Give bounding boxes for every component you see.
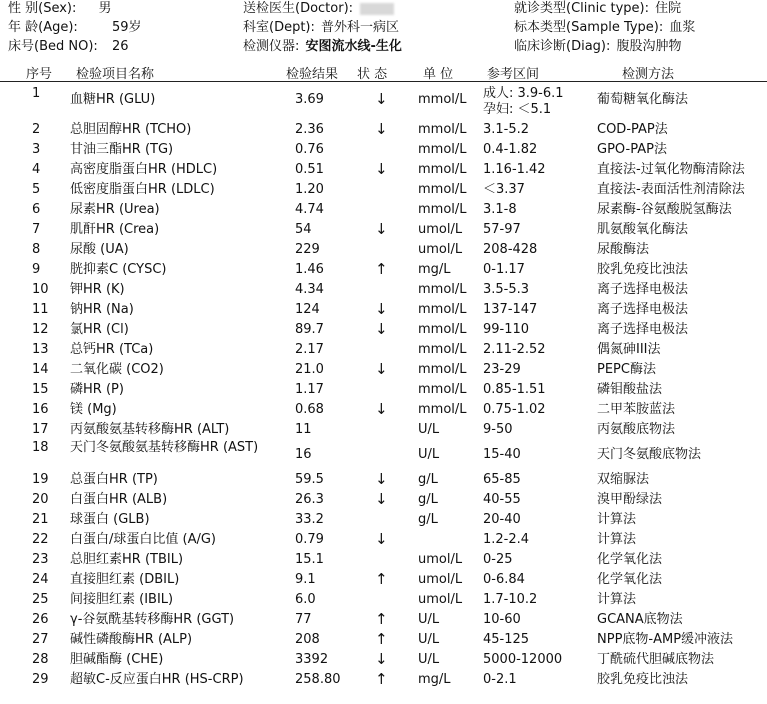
row-number: 4: [32, 162, 41, 177]
reference-range-line2: 孕妇: ＜5.1: [483, 102, 552, 117]
result-value: 11: [295, 422, 312, 437]
test-method: 胶乳免疫比浊法: [597, 262, 689, 277]
item-name: 钾HR (K): [70, 282, 125, 297]
row-number: 2: [32, 122, 41, 137]
item-name: 尿素HR (Urea): [70, 202, 160, 217]
result-value: 77: [295, 612, 312, 627]
row-number: 7: [32, 222, 41, 237]
result-value: 33.2: [295, 512, 324, 527]
reference-range: 99-110: [483, 322, 530, 337]
test-method: 丁酰硫代胆碱底物法: [597, 652, 715, 667]
test-method: COD-PAP法: [597, 122, 668, 137]
item-name: 尿酸 (UA): [70, 242, 129, 257]
unit: mmol/L: [418, 182, 467, 197]
item-name: 总胆固醇HR (TCHO): [70, 122, 192, 137]
row-number: 9: [32, 262, 41, 277]
reference-range: 0.75-1.02: [483, 402, 546, 417]
test-method: 尿酸酶法: [597, 242, 650, 257]
bed-value: 26: [111, 39, 129, 54]
column-header-row: [0, 61, 767, 82]
test-method: NPP底物-AMP缓冲液法: [597, 632, 734, 647]
reference-range: 20-40: [483, 512, 521, 527]
item-name: 肌酐HR (Crea): [70, 222, 160, 237]
unit: mg/L: [418, 262, 451, 277]
unit: mg/L: [418, 672, 451, 687]
unit: mmol/L: [418, 92, 467, 107]
dept-field: [243, 20, 399, 36]
reference-range: 23-29: [483, 362, 521, 377]
test-method: 二甲苯胺蓝法: [597, 402, 676, 417]
status-flag: ↓: [375, 120, 388, 138]
test-method: 胶乳免疫比浊法: [597, 672, 689, 687]
status-flag: ↓: [375, 360, 388, 378]
status-flag: ↑: [375, 260, 388, 278]
row-number: 3: [32, 142, 41, 157]
unit: mmol/L: [418, 382, 467, 397]
instrument-label: 检测仪器:: [243, 39, 300, 54]
item-name: 高密度脂蛋白HR (HDLC): [70, 162, 218, 177]
table-row: [0, 280, 767, 300]
reference-range: 3.5-5.3: [483, 282, 530, 297]
result-value: 0.76: [295, 142, 324, 157]
row-number: 12: [32, 322, 49, 337]
redacted-doctor-name: [360, 3, 394, 15]
result-value: 59.5: [295, 472, 324, 487]
unit: mmol/L: [418, 342, 467, 357]
sample-type-field: [514, 20, 695, 36]
result-value: 4.74: [295, 202, 324, 217]
col-name: 检验项目名称: [76, 67, 155, 82]
status-flag: ↓: [375, 470, 388, 488]
table-row: [0, 120, 767, 140]
diagnosis-label: 临床诊断(Diag):: [514, 39, 611, 54]
status-flag: ↓: [375, 90, 388, 108]
item-name: 丙氨酸氨基转移酶HR (ALT): [70, 422, 230, 437]
bed-field: [8, 39, 128, 55]
reference-range: 0-1.17: [483, 262, 525, 277]
status-flag: ↓: [375, 320, 388, 338]
reference-range: 9-50: [483, 422, 513, 437]
item-name: 低密度脂蛋白HR (LDLC): [70, 182, 215, 197]
reference-range: 1.2-2.4: [483, 532, 530, 547]
unit: g/L: [418, 492, 438, 507]
unit: mmol/L: [418, 142, 467, 157]
table-row: [0, 86, 767, 120]
result-value: 89.7: [295, 322, 324, 337]
sex-field: [8, 1, 112, 17]
reference-range: 3.1-5.2: [483, 122, 530, 137]
test-method: 丙氨酸底物法: [597, 422, 676, 437]
reference-range: 57-97: [483, 222, 521, 237]
row-number: 10: [32, 282, 49, 297]
row-number: 27: [32, 632, 49, 647]
result-value: 54: [295, 222, 312, 237]
test-method: 肌氨酸氧化酶法: [597, 222, 689, 237]
table-row: [0, 160, 767, 180]
item-name: 间接胆红素 (IBIL): [70, 592, 174, 607]
test-method: 直接法-表面活性剂清除法: [597, 182, 745, 197]
col-no: 序号: [26, 67, 53, 82]
table-row: [0, 180, 767, 200]
table-row: [0, 490, 767, 510]
item-name: 总蛋白HR (TP): [70, 472, 158, 487]
test-method: GCANA底物法: [597, 612, 683, 627]
table-row: [0, 550, 767, 570]
item-name: 氯HR (Cl): [70, 322, 129, 337]
reference-range: 3.1-8: [483, 202, 517, 217]
unit: mmol/L: [418, 162, 467, 177]
result-value: 6.0: [295, 592, 316, 607]
unit: U/L: [418, 422, 440, 437]
table-row: [0, 140, 767, 160]
col-ref: 参考区间: [487, 67, 540, 82]
unit: U/L: [418, 652, 440, 667]
result-value: 0.79: [295, 532, 324, 547]
unit: mmol/L: [418, 202, 467, 217]
test-method: 偶氮砷III法: [597, 342, 661, 357]
test-method: 天门冬氨酸底物法: [597, 447, 702, 462]
clinic-type-label: 就诊类型(Clinic type):: [514, 1, 649, 16]
row-number: 19: [32, 472, 49, 487]
test-method: 直接法-过氧化物酶清除法: [597, 162, 745, 177]
table-row: [0, 630, 767, 650]
result-value: 1.17: [295, 382, 324, 397]
table-row: [0, 340, 767, 360]
test-method: PEPC酶法: [597, 362, 656, 377]
reference-range: 208-428: [483, 242, 538, 257]
table-row: [0, 200, 767, 220]
reference-range: 0.4-1.82: [483, 142, 538, 157]
reference-range: 10-60: [483, 612, 521, 627]
unit: g/L: [418, 472, 438, 487]
clinic-type-field: [514, 1, 681, 17]
row-number: 21: [32, 512, 49, 527]
test-method: 葡萄糖氧化酶法: [597, 92, 689, 107]
result-value: 4.34: [295, 282, 324, 297]
result-value: 229: [295, 242, 320, 257]
status-flag: ↑: [375, 670, 388, 688]
status-flag: ↑: [375, 630, 388, 648]
table-row: [0, 300, 767, 320]
test-method: 离子选择电极法: [597, 322, 689, 337]
col-unit: 单 位: [423, 67, 454, 82]
item-name: 天门冬氨酸氨基转移酶HR (AST): [70, 440, 259, 455]
table-row: [0, 220, 767, 240]
status-flag: ↓: [375, 400, 388, 418]
table-row: [0, 610, 767, 630]
unit: g/L: [418, 512, 438, 527]
table-row: [0, 590, 767, 610]
result-value: 124: [295, 302, 320, 317]
unit: mmol/L: [418, 362, 467, 377]
item-name: 胱抑素C (CYSC): [70, 262, 167, 277]
result-value: 15.1: [295, 552, 324, 567]
table-row: [0, 400, 767, 420]
doctor-label: 送检医生(Doctor):: [243, 1, 354, 16]
sex-label: 性 别(Sex):: [8, 1, 77, 16]
item-name: 镁 (Mg): [70, 402, 117, 417]
item-name: 总胆红素HR (TBIL): [70, 552, 184, 567]
unit: umol/L: [418, 572, 463, 587]
reference-range: 1.7-10.2: [483, 592, 538, 607]
unit: mmol/L: [418, 402, 467, 417]
row-number: 16: [32, 402, 49, 417]
doctor-field: [243, 1, 394, 17]
col-result: 检验结果: [286, 67, 339, 82]
dept-label: 科室(Dept):: [243, 20, 315, 35]
result-value: 208: [295, 632, 320, 647]
result-value: 3392: [295, 652, 329, 667]
sample-type-label: 标本类型(Sample Type):: [514, 20, 664, 35]
row-number: 24: [32, 572, 49, 587]
row-number: 15: [32, 382, 49, 397]
table-row: [0, 650, 767, 670]
result-value: 26.3: [295, 492, 324, 507]
test-method: 化学氧化法: [597, 552, 663, 567]
item-name: γ-谷氨酰基转移酶HR (GGT): [70, 612, 235, 627]
reference-range: 137-147: [483, 302, 538, 317]
row-number: 20: [32, 492, 49, 507]
item-name: 超敏C-反应蛋白HR (HS-CRP): [70, 672, 244, 687]
reference-range: 0.85-1.51: [483, 382, 546, 397]
result-value: 16: [295, 447, 312, 462]
col-method: 检测方法: [622, 67, 675, 82]
reference-range: 15-40: [483, 447, 521, 462]
reference-range: 0-2.1: [483, 672, 517, 687]
row-number: 14: [32, 362, 49, 377]
unit: mmol/L: [418, 122, 467, 137]
item-name: 碱性磷酸酶HR (ALP): [70, 632, 193, 647]
result-value: 0.68: [295, 402, 324, 417]
unit: umol/L: [418, 222, 463, 237]
reference-range: ＜3.37: [483, 182, 525, 197]
reference-range: 45-125: [483, 632, 530, 647]
table-row: [0, 510, 767, 530]
status-flag: ↓: [375, 490, 388, 508]
test-method: 离子选择电极法: [597, 282, 689, 297]
row-number: 11: [32, 302, 49, 317]
status-flag: ↓: [375, 160, 388, 178]
table-row: [0, 320, 767, 340]
unit: mmol/L: [418, 322, 467, 337]
row-number: 29: [32, 672, 49, 687]
item-name: 甘油三酯HR (TG): [70, 142, 174, 157]
dept-value: 普外科一病区: [321, 20, 400, 35]
table-row: [0, 570, 767, 590]
result-value: 9.1: [295, 572, 316, 587]
reference-range: 5000-12000: [483, 652, 563, 667]
test-method: 尿素酶-谷氨酸脱氢酶法: [597, 202, 732, 217]
row-number: 13: [32, 342, 49, 357]
row-number: 26: [32, 612, 49, 627]
row-number: 17: [32, 422, 49, 437]
row-number: 23: [32, 552, 49, 567]
table-row: [0, 470, 767, 490]
col-status: 状 态: [357, 67, 388, 82]
result-value: 1.20: [295, 182, 324, 197]
item-name: 二氧化碳 (CO2): [70, 362, 164, 377]
row-number: 8: [32, 242, 41, 257]
test-method: 双缩脲法: [597, 472, 650, 487]
table-row: [0, 530, 767, 550]
row-number: 28: [32, 652, 49, 667]
unit: umol/L: [418, 242, 463, 257]
report-header: [0, 0, 767, 62]
status-flag: ↓: [375, 220, 388, 238]
result-value: 3.69: [295, 92, 324, 107]
unit: mmol/L: [418, 302, 467, 317]
unit: mmol/L: [418, 282, 467, 297]
table-row: [0, 380, 767, 400]
test-method: 化学氧化法: [597, 572, 663, 587]
table-row: [0, 420, 767, 440]
result-value: 258.80: [295, 672, 341, 687]
reference-range: 2.11-2.52: [483, 342, 546, 357]
row-number: 25: [32, 592, 49, 607]
result-value: 21.0: [295, 362, 324, 377]
test-method: 计算法: [597, 512, 637, 527]
item-name: 血糖HR (GLU): [70, 92, 156, 107]
instrument-field: [243, 39, 402, 55]
reference-range: 0-6.84: [483, 572, 525, 587]
test-method: 溴甲酚绿法: [597, 492, 663, 507]
item-name: 胆碱酯酶 (CHE): [70, 652, 164, 667]
bed-label: 床号(Bed NO):: [8, 39, 98, 54]
row-number: 1: [32, 86, 41, 101]
result-value: 2.17: [295, 342, 324, 357]
reference-range: 1.16-1.42: [483, 162, 546, 177]
reference-range: 65-85: [483, 472, 521, 487]
result-value: 1.46: [295, 262, 324, 277]
status-flag: ↑: [375, 610, 388, 628]
table-row: [0, 260, 767, 280]
test-method: 计算法: [597, 532, 637, 547]
status-flag: ↓: [375, 530, 388, 548]
sex-value: 男: [98, 1, 112, 16]
item-name: 磷HR (P): [70, 382, 124, 397]
test-method: 计算法: [597, 592, 637, 607]
item-name: 球蛋白 (GLB): [70, 512, 150, 527]
status-flag: ↓: [375, 300, 388, 318]
item-name: 直接胆红素 (DBIL): [70, 572, 180, 587]
diagnosis-value: 腹股沟肿物: [616, 39, 682, 54]
unit: umol/L: [418, 592, 463, 607]
reference-range: 0-25: [483, 552, 513, 567]
item-name: 白蛋白/球蛋白比值 (A/G): [70, 532, 217, 547]
status-flag: ↑: [375, 570, 388, 588]
test-method: GPO-PAP法: [597, 142, 667, 157]
row-number: 18: [32, 440, 49, 455]
table-row: [0, 360, 767, 380]
age-value: 59岁: [111, 20, 142, 35]
item-name: 钠HR (Na): [70, 302, 134, 317]
unit: U/L: [418, 612, 440, 627]
diagnosis-field: [514, 39, 682, 55]
item-name: 白蛋白HR (ALB): [70, 492, 168, 507]
status-flag: ↓: [375, 650, 388, 668]
reference-range: 成人: 3.9-6.1: [483, 86, 564, 101]
age-field: [8, 20, 142, 36]
table-row: [0, 440, 767, 470]
clinic-type-value: 住院: [655, 1, 682, 16]
result-value: 0.51: [295, 162, 324, 177]
row-number: 5: [32, 182, 41, 197]
age-label: 年 龄(Age):: [8, 20, 78, 35]
table-row: [0, 240, 767, 260]
unit: umol/L: [418, 552, 463, 567]
unit: U/L: [418, 632, 440, 647]
sample-type-value: 血浆: [669, 20, 696, 35]
instrument-value: 安图流水线-生化: [305, 39, 402, 54]
item-name: 总钙HR (TCa): [70, 342, 154, 357]
test-method: 磷钼酸盐法: [597, 382, 663, 397]
row-number: 22: [32, 532, 49, 547]
row-number: 6: [32, 202, 41, 217]
table-row: [0, 670, 767, 690]
unit: U/L: [418, 447, 440, 462]
reference-range: 40-55: [483, 492, 521, 507]
result-value: 2.36: [295, 122, 324, 137]
test-method: 离子选择电极法: [597, 302, 689, 317]
